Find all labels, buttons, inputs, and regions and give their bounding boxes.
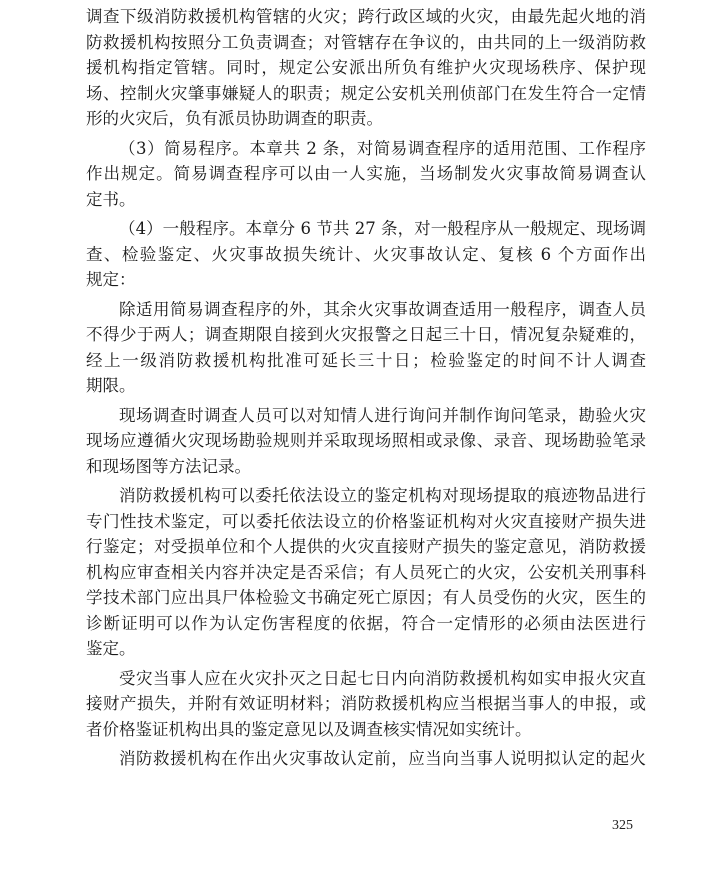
- paragraph: [86, 483, 646, 662]
- paragraph: [86, 136, 646, 213]
- text-line: 期限。: [86, 376, 136, 395]
- text-line: 查、检验鉴定、火灾事故损失统计、火灾事故认定、复核 6 个方面作出: [86, 244, 646, 264]
- text-line: 学技术部门应出具尸体检验文书确定死亡原因；有人员受伤的火灾，医生的: [86, 588, 646, 607]
- text-line: 经上一级消防救援机构批准可延长三十日；检验鉴定的时间不计人调查: [86, 350, 646, 370]
- text-line: 调查下级消防救援机构管辖的火灾；跨行政区域的火灾，由最先起火地的消: [86, 7, 646, 26]
- text-line: 现场调查时调查人员可以对知情人进行询问并制作询问笔录，勘验火灾: [119, 405, 646, 425]
- text-line: 规定：: [86, 270, 136, 289]
- text-line: 行鉴定；对受损单位和个人提供的火灾直接财产损失的鉴定意见，消防救援: [86, 537, 646, 556]
- text-line: 作出规定。简易调查程序可以由一人实施，当场制发火灾事故简易调查认: [86, 164, 646, 183]
- text-line: 形的火灾后，负有派员协助调查的职责。: [86, 109, 383, 128]
- text-line: 接财产损失，并附有效证明材料；消防救援机构应当根据当事人的申报，或: [86, 694, 646, 713]
- text-line: 鉴定。: [86, 639, 136, 658]
- document-page: [86, 4, 646, 772]
- text-line: （4）一般程序。本章分 6 节共 27 条，对一般程序从一般规定、现场调: [119, 219, 646, 238]
- text-line: 除适用简易调查程序的外，其余火灾事故调查适用一般程序，调查人员: [119, 299, 646, 319]
- paragraph: [86, 746, 646, 772]
- text-line: 机构应审查相关内容并决定是否采信；有人员死亡的火灾，公安机关刑事科: [86, 562, 646, 582]
- text-line: 现场应遵循火灾现场勘验规则并采取现场照相或录像、录音、现场勘验笔录: [86, 431, 646, 450]
- text-line: 定书。: [86, 189, 136, 209]
- paragraph: [86, 403, 646, 480]
- text-line: 者价格鉴证机构出具的鉴定意见以及调查核实情况如实统计。: [86, 719, 532, 739]
- paragraph: [86, 666, 646, 743]
- text-line: 专门性技术鉴定，可以委托依法设立的价格鉴证机构对火灾直接财产损失进: [86, 511, 646, 531]
- page-number: 325: [612, 818, 633, 833]
- text-line: 诊断证明可以作为认定伤害程度的依据，符合一定情形的必须由法医进行: [86, 613, 646, 633]
- text-line: （3）简易程序。本章共 2 条，对简易调查程序的适用范围、工作程序: [119, 138, 646, 158]
- paragraph: [86, 216, 646, 293]
- text-line: 消防救援机构在作出火灾事故认定前，应当向当事人说明拟认定的起火: [119, 749, 646, 768]
- paragraph: [86, 4, 646, 132]
- paragraph: [86, 297, 646, 399]
- text-line: 援机构指定管辖。同时，规定公安派出所负有维护火灾现场秩序、保护现: [86, 58, 646, 77]
- text-line: 防救援机构按照分工负责调查；对管辖存在争议的，由共同的上一级消防救: [86, 32, 646, 52]
- text-line: 受灾当事人应在火灾扑灭之日起七日内向消防救援机构如实申报火灾直: [119, 668, 646, 688]
- text-line: 不得少于两人；调查期限自接到火灾报警之日起三十日，情况复杂疑难的，: [86, 325, 646, 344]
- text-line: 场、控制火灾肇事嫌疑人的职责；规定公安机关刑侦部门在发生符合一定情: [86, 83, 646, 103]
- text-line: 消防救援机构可以委托依法设立的鉴定机构对现场提取的痕迹物品进行: [119, 486, 646, 505]
- text-line: 和现场图等方法记录。: [86, 456, 251, 476]
